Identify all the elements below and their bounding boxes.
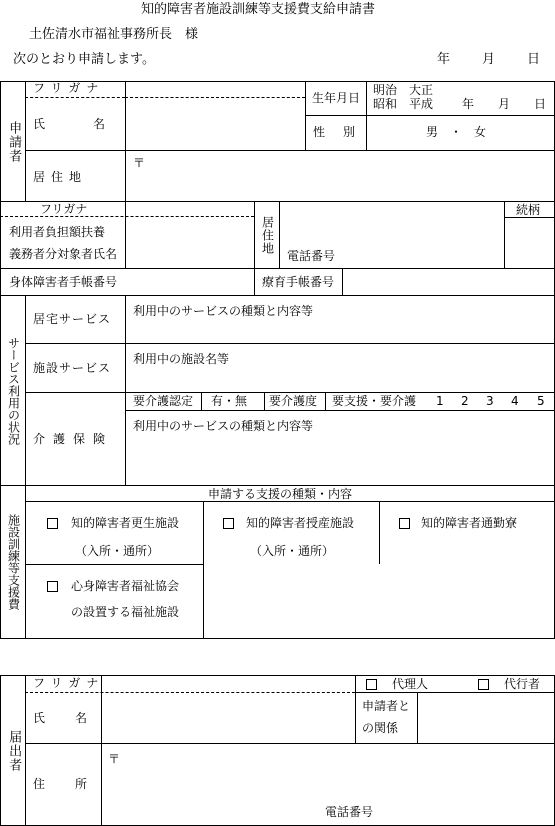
home-service-note: 利用中のサービスの種類と内容等 (133, 304, 314, 318)
relation-label-2: の関係 (362, 721, 399, 735)
submitter-section-label: 届出者 (6, 729, 22, 772)
applicant-furigana-label: フリガナ (33, 81, 105, 95)
sex-label: 性別 (313, 125, 374, 139)
relation-label-1: 申請者と (362, 699, 411, 713)
agent-label: 代行者 (504, 677, 541, 691)
addressee: 土佐清水市福祉事務所長 様 (29, 27, 199, 42)
era-line-1: 明治 大正 (373, 83, 434, 97)
payer-name-label-1: 利用者負担額扶養 (9, 225, 106, 239)
home-service-label: 居宅サービス (33, 312, 112, 326)
care-level-4[interactable]: 4 (511, 394, 519, 408)
payer-name-label-2: 義務者分対象者氏名 (9, 247, 118, 261)
service-section-label: サービス利用の状況 (6, 336, 21, 445)
opt2-checkbox[interactable] (223, 518, 234, 529)
support-section-label: 施設訓練等支援費 (6, 514, 21, 610)
applicant-section-label: 申請者 (6, 120, 22, 163)
sex-options[interactable]: 男 ・ 女 (426, 125, 487, 139)
submitter-phone-label: 電話番号 (325, 805, 374, 819)
submitter-name-label: 氏名 (33, 711, 118, 725)
submitter-furigana-label: フリガナ (33, 676, 105, 690)
applicant-name-label: 氏名 (33, 117, 154, 131)
disability-card-label: 身体障害者手帳番号 (9, 275, 118, 289)
payer-furigana-label: フリガナ (40, 202, 88, 216)
payer-address-label: 居住地 (260, 215, 275, 255)
form-title: 知的障害者施設訓練等支援費支給申請書 (141, 2, 376, 17)
birth-ymd: 年 月 日 (462, 97, 547, 111)
care-note: 利用中のサービスの種類と内容等 (133, 419, 314, 433)
support-header: 申請する支援の種類・内容 (208, 487, 353, 501)
care-level-2[interactable]: 2 (461, 394, 469, 408)
opt4-checkbox[interactable] (47, 581, 58, 592)
care-level-label: 要介護度 (269, 394, 318, 408)
agent-checkbox[interactable] (478, 679, 489, 690)
proxy-label: 代理人 (392, 677, 429, 691)
birthdate-label: 生年月日 (311, 91, 360, 105)
intro-text: 次のとおり申請します。 (13, 52, 155, 67)
rehab-card-label: 療育手帳番号 (262, 275, 335, 289)
opt4-label-2: の設置する福祉施設 (71, 605, 180, 619)
facility-service-label: 施設サービス (33, 361, 112, 375)
care-cert-label: 要介護認定 (133, 394, 194, 408)
submitter-address-label: 住所 (33, 777, 118, 791)
date-month: 月 (482, 52, 496, 67)
applicant-postal-mark: 〒 (133, 156, 146, 170)
opt4-label-1: 心身障害者福祉協会 (71, 579, 180, 593)
care-level-1[interactable]: 1 (436, 394, 444, 408)
submitter-postal-mark: 〒 (108, 752, 121, 766)
opt1-sub: （入所・通所） (75, 544, 160, 558)
proxy-checkbox[interactable] (366, 679, 377, 690)
facility-service-note: 利用中の施設名等 (133, 352, 230, 366)
date-day: 日 (527, 52, 541, 67)
era-line-2: 昭和 平成 (373, 97, 434, 111)
applicant-address-label: 居住地 (33, 170, 88, 184)
opt1-checkbox[interactable] (47, 518, 58, 529)
opt1-label: 知的障害者更生施設 (71, 516, 180, 530)
care-level-3[interactable]: 3 (486, 394, 494, 408)
payer-phone-label: 電話番号 (287, 249, 336, 263)
opt3-label: 知的障害者通勤寮 (421, 516, 518, 530)
care-support-label: 要支援・要介護 (332, 394, 417, 408)
opt2-sub: （入所・通所） (250, 544, 335, 558)
care-level-5[interactable]: 5 (537, 394, 545, 408)
care-insurance-label: 介護保険 (33, 432, 114, 446)
date-year: 年 (437, 52, 451, 67)
opt2-label: 知的障害者授産施設 (246, 516, 355, 530)
care-yes-no[interactable]: 有・無 (211, 394, 248, 408)
opt3-checkbox[interactable] (399, 518, 410, 529)
payer-relation-label: 続柄 (516, 203, 541, 217)
